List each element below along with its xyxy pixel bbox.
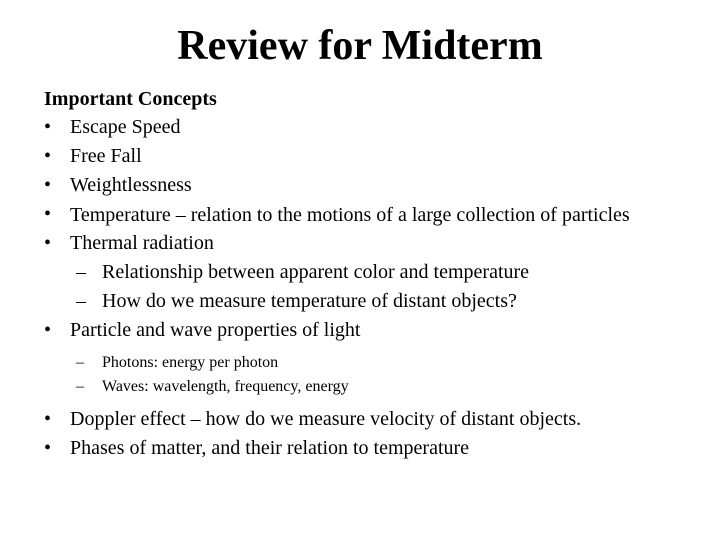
list-item (44, 113, 704, 142)
section-heading: Important Concepts (44, 88, 217, 110)
sub-list-item-text: Relationship between apparent color and temperature (102, 261, 530, 283)
list-item (44, 434, 704, 463)
bullet-icon: • (44, 319, 52, 341)
bullet-icon: • (44, 437, 52, 459)
list-item-text: Thermal radiation (70, 232, 214, 254)
slide-title: Review for Midterm (177, 23, 543, 69)
list-item-text: Doppler effect – how do we measure velocity of distant objects. (70, 408, 582, 430)
list-item-text: Temperature – relation to the motions of a large collection of particles (70, 204, 630, 226)
sub-list-item-text: Waves: wavelength, frequency, energy (102, 378, 349, 395)
sub-list-item (70, 287, 704, 316)
sub-list (70, 258, 704, 316)
list-item (44, 405, 704, 434)
list-item (44, 229, 704, 316)
list-item-text: Escape Speed (70, 116, 181, 138)
bullet-icon: • (44, 116, 52, 138)
list-item (44, 171, 704, 200)
sub-list (70, 351, 704, 399)
dash-icon: – (76, 354, 84, 371)
sub-list-item (70, 351, 704, 375)
sub-list-item-text: Photons: energy per photon (102, 354, 279, 371)
list-item (44, 200, 704, 229)
list-item-text: Phases of matter, and their relation to temperature (70, 437, 470, 459)
sub-list-item (70, 258, 704, 287)
list-item (44, 316, 704, 399)
dash-icon: – (76, 261, 86, 283)
list-item-text: Particle and wave properties of light (70, 319, 361, 341)
bullet-icon: • (44, 145, 52, 167)
sub-list-item (70, 375, 704, 399)
sub-list-item-text: How do we measure temperature of distant objects? (102, 290, 517, 312)
concept-list (44, 113, 704, 463)
list-item-text: Weightlessness (70, 174, 192, 196)
list-item-text: Free Fall (70, 145, 142, 167)
dash-icon: – (76, 378, 84, 395)
list-item (44, 142, 704, 171)
bullet-icon: • (44, 203, 52, 225)
bullet-icon: • (44, 232, 52, 254)
bullet-icon: • (44, 174, 52, 196)
bullet-icon: • (44, 408, 52, 430)
dash-icon: – (76, 290, 86, 312)
